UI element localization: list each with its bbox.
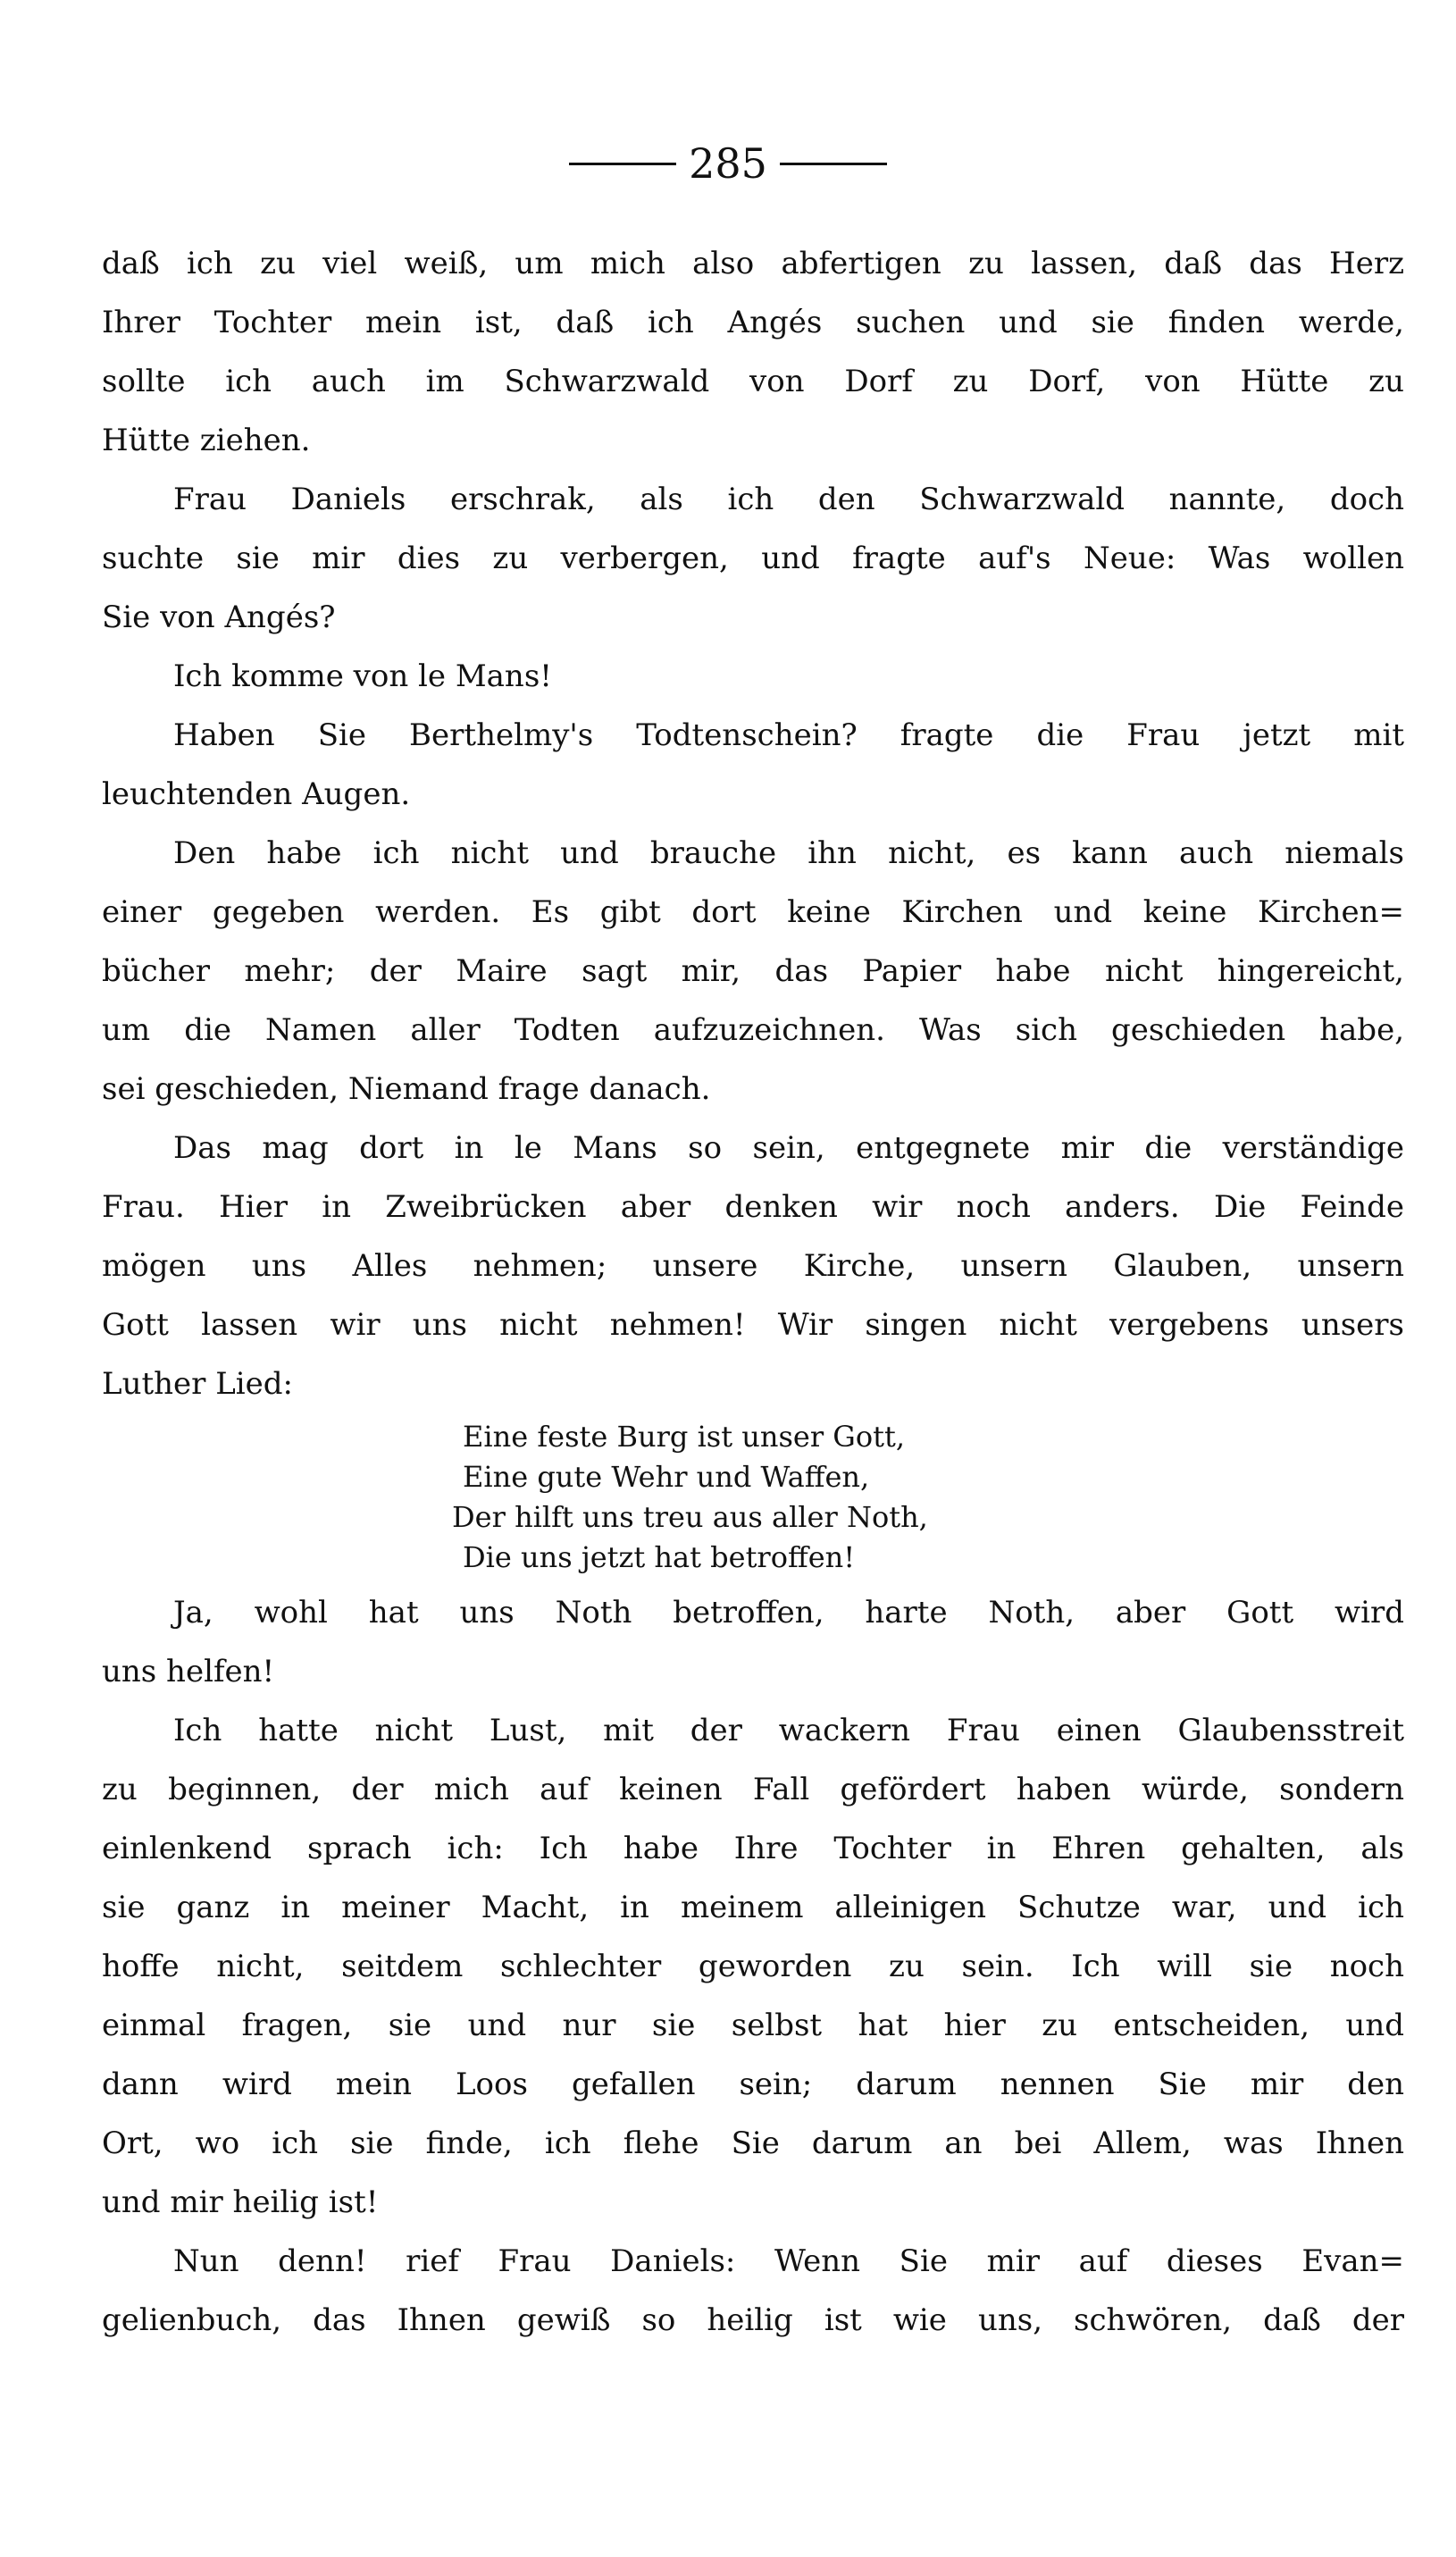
text-line: mögen uns Alles nehmen; unsere Kirche, unsern Glauben, unsern — [102, 1248, 1404, 1284]
header-rule-right — [780, 163, 887, 165]
poem-stanza — [102, 1413, 1404, 1583]
text-line: suchte sie mir dies zu verbergen, und fragte auf's Neue: Was wollen — [102, 541, 1404, 576]
poem-line: Die uns jetzt hat betroffen! — [463, 1540, 856, 1574]
text-line: Haben Sie Berthelmy's Todtenschein? fragte die Frau jetzt mit — [173, 717, 1404, 753]
poem-line: Eine gute Wehr und Waffen, — [463, 1460, 870, 1494]
text-line: zu beginnen, der mich auf keinen Fall gefördert haben würde, sondern — [102, 1772, 1404, 1807]
text-line: sie ganz in meiner Macht, in meinem alleinigen Schutze war, und ich — [102, 1890, 1404, 1925]
text-line: leuchtenden Augen. — [102, 776, 411, 812]
text-line: daß ich zu viel weiß, um mich also abfertigen zu lassen, daß das Herz — [102, 246, 1404, 281]
text-line: Ja, wohl hat uns Noth betroffen, harte Noth, aber Gott wird — [173, 1595, 1404, 1631]
paragraph — [102, 1119, 1404, 1413]
text-line: sei geschieden, Niemand frage danach. — [102, 1071, 711, 1107]
text-line: Den habe ich nicht und brauche ihn nicht, es kann auch niemals — [173, 835, 1404, 871]
paragraph — [102, 1583, 1404, 1701]
paragraph — [102, 470, 1404, 647]
text-line: sollte ich auch im Schwarzwald von Dorf zu Dorf, von Hütte zu — [102, 364, 1404, 399]
text-line: Frau. Hier in Zweibrücken aber denken wir noch anders. Die Feinde — [102, 1189, 1404, 1225]
paragraph — [102, 2232, 1404, 2350]
text-line: Ich hatte nicht Lust, mit der wackern Frau einen Glaubensstreit — [173, 1713, 1404, 1748]
page-header — [0, 134, 1456, 193]
paragraph — [102, 647, 1404, 706]
text-line: Gott lassen wir uns nicht nehmen! Wir singen nicht vergebens unsers — [102, 1307, 1404, 1343]
header-rule-left — [569, 163, 676, 165]
text-line: einmal fragen, sie und nur sie selbst hat hier zu entscheiden, und — [102, 2008, 1404, 2043]
text-line: Sie von Angés? — [102, 599, 336, 635]
body-text — [102, 234, 1404, 2350]
text-line: einer gegeben werden. Es gibt dort keine Kirchen und keine Kirchen= — [102, 894, 1404, 930]
text-line: einlenkend sprach ich: Ich habe Ihre Tochter in Ehren gehalten, als — [102, 1831, 1404, 1866]
text-line: hoffe nicht, seitdem schlechter geworden zu sein. Ich will sie noch — [102, 1949, 1404, 1984]
text-line: Hütte ziehen. — [102, 423, 311, 458]
paragraph — [102, 1701, 1404, 2232]
paragraph — [102, 706, 1404, 824]
text-line: gelienbuch, das Ihnen gewiß so heilig ist wie uns, schwören, daß der — [102, 2302, 1404, 2338]
text-line: und mir heilig ist! — [102, 2184, 379, 2220]
text-line: Ich komme von le Mans! — [173, 658, 552, 694]
paragraph — [102, 234, 1404, 470]
text-line: Ort, wo ich sie finde, ich flehe Sie darum an bei Allem, was Ihnen — [102, 2125, 1404, 2161]
page-number: 285 — [689, 139, 767, 188]
text-line: Das mag dort in le Mans so sein, entgegnete mir die verständige — [173, 1130, 1404, 1166]
text-line: dann wird mein Loos gefallen sein; darum nennen Sie mir den — [102, 2067, 1404, 2102]
text-line: Frau Daniels erschrak, als ich den Schwarzwald nannte, doch — [173, 482, 1404, 517]
poem-line: Eine feste Burg ist unser Gott, — [463, 1420, 906, 1454]
text-line: Nun denn! rief Frau Daniels: Wenn Sie mir auf dieses Evan= — [173, 2243, 1404, 2279]
text-line: Luther Lied: — [102, 1366, 294, 1402]
text-line: Ihrer Tochter mein ist, daß ich Angés suchen und sie finden werde, — [102, 305, 1404, 340]
poem-line: Der hilft uns treu aus aller Noth, — [452, 1500, 928, 1534]
text-line: uns helfen! — [102, 1654, 275, 1689]
paragraph — [102, 824, 1404, 1119]
text-line: bücher mehr; der Maire sagt mir, das Papier habe nicht hingereicht, — [102, 953, 1404, 989]
text-line: um die Namen aller Todten aufzuzeichnen. Was sich geschieden habe, — [102, 1012, 1404, 1048]
